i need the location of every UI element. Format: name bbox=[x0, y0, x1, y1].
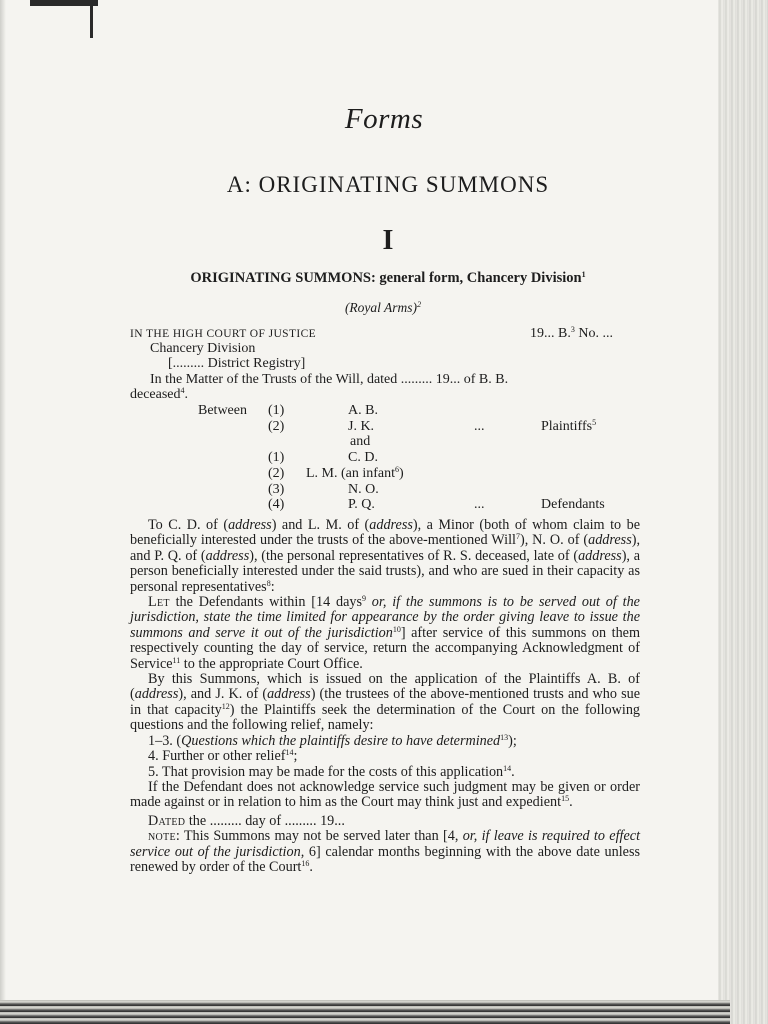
note-paragraph: note: This Summons may not be served later than [4, or, if leave is required to effect service out of the jurisdiction, 6] calendar months beginning with the above date unless renewed by order of the Court$^{16}$. bbox=[130, 828, 641, 875]
book-page-stack-right bbox=[718, 0, 768, 1024]
book-page-stack-bottom bbox=[0, 1000, 730, 1024]
plaintiff-2-number: (2) bbox=[268, 419, 285, 434]
defendant-4-number: (4) bbox=[268, 497, 285, 512]
form-heading: ORIGINATING SUMMONS: general form, Chancery Division$^1$ bbox=[190, 270, 586, 286]
form-number: I bbox=[382, 225, 394, 256]
let-paragraph: Let the Defendants within [14 days$^9$ or, if the summons is to be served out of the jurisdiction, state the time limited for appearance by the order giving leave to issue the summons and serve it out of the jurisdiction$^{10}$] after service of this summons on them respectively counting the day of service, return the accompanying Acknowledgment of Service$^{11}$ to the appropriate Court Office. bbox=[130, 594, 640, 672]
royal-arms: (Royal Arms)$^2$ bbox=[344, 300, 422, 315]
plaintiff-1-name: A. B. bbox=[348, 403, 378, 418]
court-name: IN THE HIGH COURT OF JUSTICE bbox=[130, 328, 317, 340]
page-title: Forms bbox=[344, 103, 424, 135]
corner-mark bbox=[30, 0, 98, 44]
if-paragraph: If the Defendant does not acknowledge service such judgment may be given or order made against or in relation to him as the Court may think just and expedient$^{15}$. bbox=[130, 778, 640, 811]
defendant-1-name: C. D. bbox=[348, 450, 378, 465]
dated-line: Dated the ......... day of ......... 19... bbox=[148, 812, 345, 829]
defendant-2-number: (2) bbox=[268, 466, 285, 481]
questions-item: 1–3. (Questions which the plaintiffs desire to have determined$^{13}$); bbox=[148, 732, 517, 749]
between-label: Between bbox=[198, 403, 247, 418]
page-left-edge bbox=[0, 0, 6, 1005]
defendant-3-number: (3) bbox=[268, 482, 285, 497]
defendant-3-name: N. O. bbox=[348, 482, 379, 497]
defendants-ellipsis: ... bbox=[474, 497, 485, 512]
defendant-2-name: L. M. (an infant$^6$) bbox=[306, 465, 404, 481]
district-registry: [......... District Registry] bbox=[168, 356, 306, 371]
matter-line-2: deceased$^4$. bbox=[130, 386, 189, 402]
defendants-label: Defendants bbox=[541, 497, 605, 512]
plaintiffs-label: Plaintiffs$^5$ bbox=[541, 418, 597, 434]
costs-item: 5. That provision may be made for the costs of this application$^{14}$. bbox=[148, 763, 515, 780]
and-label: and bbox=[350, 434, 371, 449]
case-reference: 19... B.$^3$ No. ... bbox=[530, 325, 613, 341]
plaintiff-2-name: J. K. bbox=[348, 419, 375, 434]
court-division: Chancery Division bbox=[150, 341, 256, 356]
plaintiffs-ellipsis: ... bbox=[474, 419, 485, 434]
defendant-4-name: P. Q. bbox=[348, 497, 375, 512]
further-relief-item: 4. Further or other relief$^{14}$; bbox=[148, 748, 298, 765]
corner-mark-vertical bbox=[90, 0, 93, 38]
to-paragraph: To C. D. of (address) and L. M. of (address), a Minor (both of whom claim to be beneficially interested under the trusts of the above-mentioned Will$^7$), N. O. of (address), and P. Q. of (address), (the personal representatives of R. S. deceased, late of (address), a person beneficially interested under the said trusts), and who are sued in their capacity as personal representatives$^8$: bbox=[130, 517, 640, 595]
matter-line-1: In the Matter of the Trusts of the Will, dated ......... 19... of B. B. bbox=[150, 372, 509, 387]
plaintiff-1-number: (1) bbox=[268, 403, 285, 418]
summons-body bbox=[130, 518, 640, 875]
defendant-1-number: (1) bbox=[268, 450, 285, 465]
by-paragraph: By this Summons, which is issued on the application of the Plaintiffs A. B. of (address), and J. K. of (address) (the trustees of the above-mentioned trusts and who sue in that capacity$^{12}$) the Plaintiffs seek the determination of the Court on the following questions and the following relief, namely: bbox=[130, 671, 641, 734]
section-heading: A: ORIGINATING SUMMONS bbox=[226, 172, 550, 197]
